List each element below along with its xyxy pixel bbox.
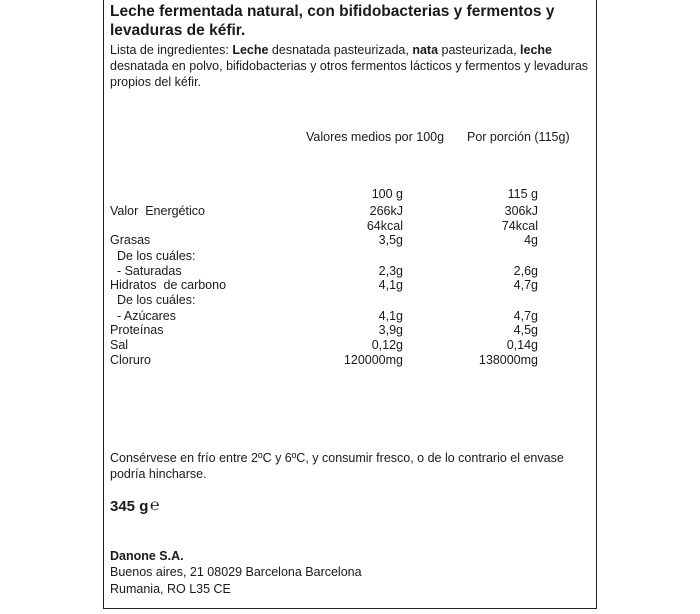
nutrition-row-label: Cloruro <box>110 353 151 367</box>
nutrition-row-label: De los cuáles: <box>110 249 196 263</box>
nutrition-value-per-portion: 4,7g <box>513 278 538 292</box>
nutrition-value-per-100g: 4,1g <box>378 278 403 292</box>
nutrition-row-label: - Azúcares <box>110 309 176 323</box>
nutrition-row-label: Valor Energético <box>110 204 205 218</box>
nutrition-value-per-portion: 306kJ <box>504 204 538 218</box>
nutrition-row-label: Proteínas <box>110 323 164 337</box>
manufacturer-address: Buenos aires, 21 08029 Barcelona Barcelona <box>110 565 362 579</box>
nutrition-value-per-portion: 115 g <box>507 187 538 201</box>
ingredients-prefix: Lista de ingredientes: <box>110 43 233 57</box>
nutrition-value-per-portion: 0,14g <box>506 338 538 352</box>
ingredient-leche: Leche <box>232 43 269 57</box>
ingredient-nata: nata <box>412 43 439 57</box>
col-header-per-100g: Valores medios por 100g <box>306 130 445 144</box>
nutrition-value-per-100g: 120000mg <box>343 353 403 367</box>
nutrition-value-per-portion: 138000mg <box>478 353 538 367</box>
nutrition-row-label: - Saturadas <box>110 264 182 278</box>
nutrition-row-label: Sal <box>110 338 129 352</box>
ingredients-part2: pasteurizada, <box>438 43 521 57</box>
nutrition-value-per-portion: 4g <box>524 233 538 247</box>
ingredients-part1: desnatada pasteurizada, <box>268 43 413 57</box>
ingredient-leche-2: leche <box>520 43 552 57</box>
nutrition-value-per-portion: 4,5g <box>513 323 538 337</box>
nutrition-value-per-100g: 2,3g <box>378 264 403 278</box>
nutrition-value-per-100g: 64kcal <box>366 219 403 233</box>
storage-instructions: Consérvese en frío entre 2ºC y 6ºC, y consumir fresco, o de lo contrario el envase podría hincharse. <box>110 451 564 481</box>
ingredients-part3: desnatada en polvo, bifidobacterias y otros fermentos lácticos y fermentos y levaduras propios del kéfir. <box>110 59 589 89</box>
nutrition-value-per-100g: 4,1g <box>378 309 403 323</box>
product-title: Leche fermentada natural, con bifidobacterias y fermentos y levaduras de kéfir. <box>110 3 555 39</box>
manufacturer-name: Danone S.A. <box>110 549 184 563</box>
manufacturer-origin: Rumania, RO L35 CE <box>110 582 231 596</box>
estimated-sign-icon: ℮ <box>150 497 160 514</box>
nutrition-value-per-portion: 4,7g <box>513 309 538 323</box>
nutrition-value-per-100g: 0,12g <box>371 338 403 352</box>
nutrition-row-label: Hidratos de carbono <box>110 278 227 292</box>
nutrition-value-per-100g: 100 g <box>371 187 403 201</box>
nutrition-value-per-portion: 74kcal <box>501 219 538 233</box>
nutrition-value-per-100g: 3,9g <box>378 323 403 337</box>
col-header-per-portion: Por porción (115g) <box>467 130 570 144</box>
nutrition-value-per-100g: 3,5g <box>378 233 403 247</box>
nutrition-row-label: De los cuáles: <box>110 293 196 307</box>
nutrition-value-per-100g: 266kJ <box>369 204 403 218</box>
nutrition-value-per-portion: 2,6g <box>513 264 538 278</box>
ingredients-list <box>110 42 590 90</box>
net-weight: 345 g <box>110 498 149 515</box>
nutrition-row-label: Grasas <box>110 233 151 247</box>
